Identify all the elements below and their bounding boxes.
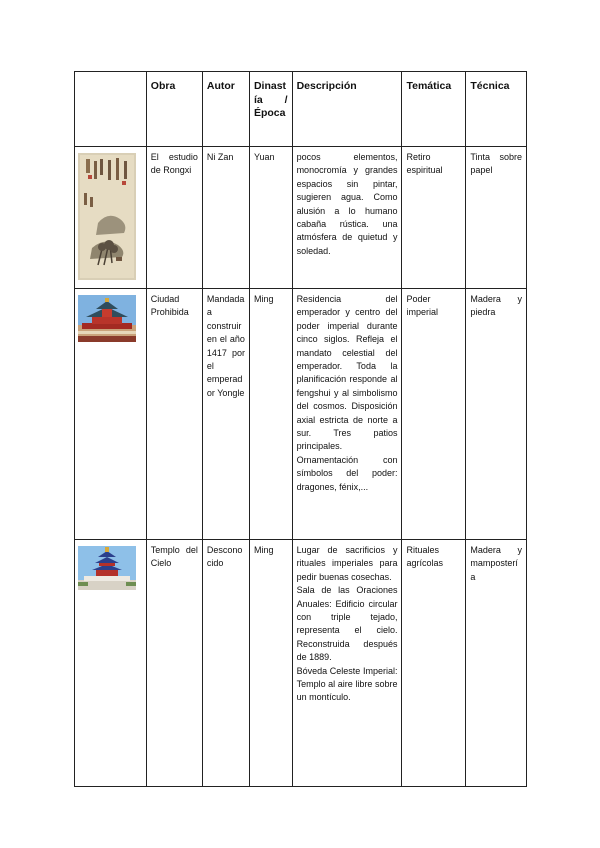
header-tematica: Temática	[402, 72, 466, 147]
autor-cell: Mandada a construir en el año 1417 por el emperador Yongle	[202, 289, 249, 540]
header-image	[75, 72, 147, 147]
dinastia-cell: Yuan	[249, 147, 292, 289]
tematica-cell: Poder imperial	[402, 289, 466, 540]
descripcion-cell	[292, 540, 402, 787]
header-autor: Autor	[202, 72, 249, 147]
art-table	[74, 71, 527, 787]
descripcion-cell: Residencia del emperador y centro del poder imperial durante cinco siglos. Refleja el mandato celestial del emperador. Toda la planificación responde al fengshui y al simbolismo del cosmos. Disposición axial estricta de norte a sur. Tres patios principales. Ornamentación con símbolos del poder: dragones, fénix,...	[292, 289, 402, 540]
tecnica-cell: Madera y mampostería	[466, 540, 527, 787]
header-obra: Obra	[146, 72, 202, 147]
dinastia-cell: Ming	[249, 540, 292, 787]
autor-cell: Ni Zan	[202, 147, 249, 289]
table-row	[75, 540, 527, 787]
image-cell	[75, 147, 147, 289]
header-tecnica: Técnica	[466, 72, 527, 147]
obra-cell: Ciudad Prohibida	[146, 289, 202, 540]
header-descripcion: Descripción	[292, 72, 402, 147]
tecnica-cell: Tinta sobre papel	[466, 147, 527, 289]
tecnica-cell: Madera y piedra	[466, 289, 527, 540]
dinastia-cell: Ming	[249, 289, 292, 540]
temple-of-heaven-thumbnail	[78, 546, 136, 590]
descripcion-cell: pocos elementos, monocromía y grandes espacios sin pintar, sugieren agua. Como alusión a lo humano cabaña rústica. una atmósfera de quietud y soledad.	[292, 147, 402, 289]
header-row	[75, 72, 527, 147]
descripcion-paragraph: Bóveda Celeste Imperial: Templo al aire libre sobre un montículo.	[296, 665, 398, 703]
descripcion-paragraph: Lugar de sacrificios y rituales imperiales para pedir buenas cosechas.	[296, 545, 398, 582]
tematica-cell: Retiro espiritual	[402, 147, 466, 289]
descripcion-paragraph: Sala de las Oraciones Anuales: Edificio circular con triple tejado, representa el cielo. Reconstruida después de 1889.	[296, 585, 398, 663]
autor-cell: Desconocido	[202, 540, 249, 787]
header-dinastia: Dinastía / Época	[249, 72, 292, 147]
table-row	[75, 147, 527, 289]
obra-cell: El estudio de Rongxi	[146, 147, 202, 289]
table-row	[75, 289, 527, 540]
obra-cell: Templo del Cielo	[146, 540, 202, 787]
painting-rongxi-thumbnail	[78, 153, 136, 280]
image-cell	[75, 289, 147, 540]
tematica-cell: Rituales agrícolas	[402, 540, 466, 787]
image-cell	[75, 540, 147, 787]
forbidden-city-thumbnail	[78, 295, 136, 342]
